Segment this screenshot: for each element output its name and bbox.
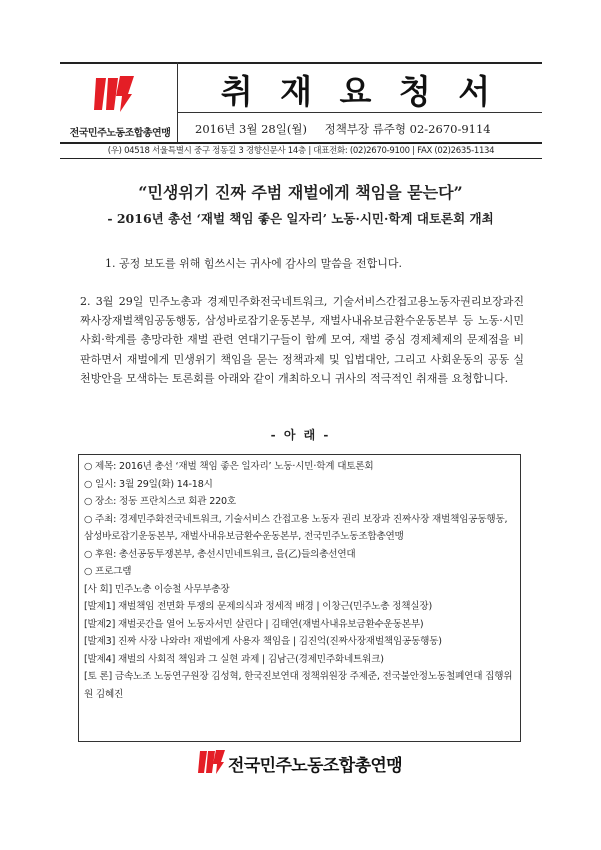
paragraph-1: 1. 공정 보도를 위해 힘쓰시는 귀사에 감사의 말씀을 전합니다.	[105, 257, 402, 270]
detail-subject: ○ 제목: 2016년 총선 ‘재벌 책임 좋은 일자리’ 노동·시민·학계 대토론회	[84, 461, 374, 472]
detail-program: ○ 프로그램	[84, 566, 132, 577]
detail-sponsor: ○ 후원: 총선공동투쟁본부, 총선시민네트워크, 을(乙)들의총선연대	[84, 548, 356, 560]
letterhead-top-rule	[60, 62, 542, 64]
detail-datetime: ○ 일시: 3월 29일(화) 14-18시	[84, 478, 213, 490]
subheadline: - 2016년 총선 ‘재벌 책임 좋은 일자리’ 노동·시민·학계 대토론회 개최	[107, 211, 494, 226]
program-talk-4: [발제4] 재벌의 사회적 책임과 그 실현 과제 | 김남근(경제민주화네트워크)	[84, 653, 384, 665]
program-moderator: [사 회] 민주노총 이승철 사무부총장	[84, 583, 230, 595]
program-talk-2: [발제2] 재벌곳간을 열어 노동자서민 살린다 | 김태연(재벌사내유보금환수운동본부)	[84, 618, 424, 630]
letterhead	[60, 62, 542, 176]
document-contact: 정책부장 류주형 02-2670-9114	[324, 122, 491, 136]
paragraph-2: 2. 3월 29일 민주노총과 경제민주화전국네트워크, 기술서비스간접고용노동자권리보장과진짜사장재벌책임공동행동, 삼성바로잡기운동본부, 재벌사내유보금환수운동본부 등 노동·시민사회·학계를 총망라한 재벌 관련 연대기구들이 함께 모여, 재벌 중심 경제체제의 문제점을 비판하면서 재벌에게 민생위기 책임을 묻는 정책과제 및 입법대안, 그리고 사회운동의 공동 실천방안을 모색하는 토론회를 아래와 같이 개최하오니 귀사의 적극적인 취재를 요청합니다.	[80, 295, 524, 385]
footer-org-name: 전국민주노동조합총연맹	[228, 756, 403, 776]
address-line: (우) 04518 서울특별시 중구 정동길 3 경향신문사 14층 | 대표전화: (02)2670-9100 | FAX (02)2635-1134	[107, 146, 495, 156]
program-talk-1: [발제1] 재벌책임 전면화 투쟁의 문제의식과 정세적 배경 | 이창근(민주노총 정책실장)	[84, 601, 432, 612]
kctu-logo-icon	[92, 74, 136, 114]
detail-place: ○ 장소: 정동 프란치스코 회관 220호	[84, 496, 236, 507]
event-details-box	[78, 454, 521, 742]
kctu-footer-logo-icon	[198, 749, 226, 775]
document-date: 2016년 3월 28일(월)	[195, 122, 307, 136]
headline: “민생위기 진짜 주범 재벌에게 책임을 묻는다”	[138, 183, 463, 202]
below-label: - 아 래 -	[270, 428, 331, 442]
program-discussion: [토 론] 금속노조 노동연구원장 김성혁, 한국진보연대 정책위원장 주제준, 전국불안정노동철폐연대 집행위원 김혜진	[84, 671, 513, 700]
detail-host: ○ 주최: 경제민주화전국네트워크, 기술서비스 간접고용 노동자 권리 보장과 진짜사장 재벌책임공동행동, 삼성바로잡기운동본부, 재벌사내유보금환수운동본부, 전국민주노동조합총연맹	[84, 513, 508, 542]
address-bottom-rule	[60, 158, 542, 159]
document-meta	[195, 121, 540, 137]
document-title: 취 재 요 청 서	[220, 72, 499, 111]
program-talk-3: [발제3] 진짜 사장 나와라! 재벌에게 사용자 책임을 | 김진억(진짜사장재벌책임공동행동)	[84, 636, 442, 647]
org-name: 전국민주노동조합총연맹	[69, 128, 171, 139]
